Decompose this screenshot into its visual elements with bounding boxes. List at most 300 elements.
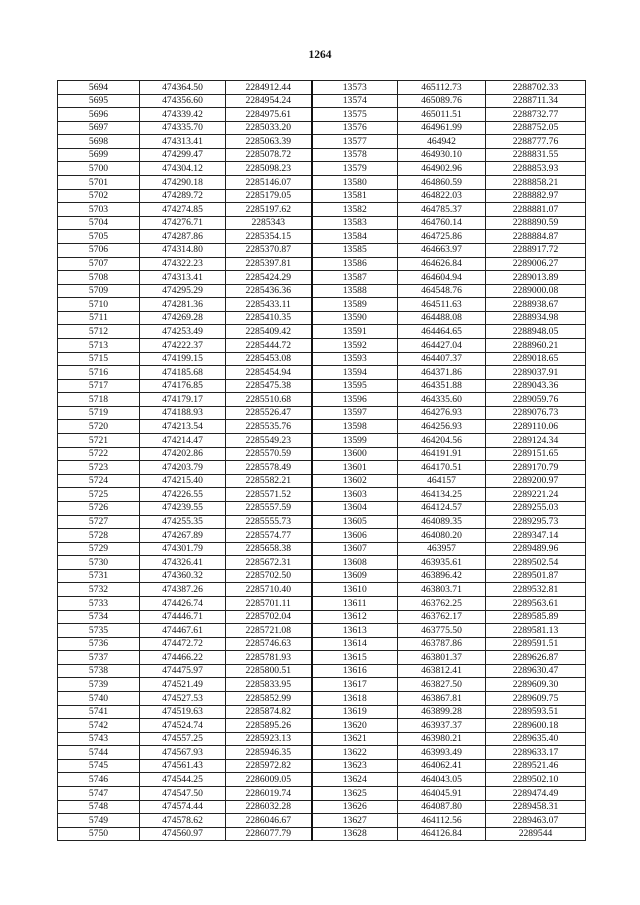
cell-y-coordinate-right: 2288702.33 xyxy=(486,81,586,95)
cell-point-id-right: 13580 xyxy=(312,176,398,190)
cell-point-id-right: 13586 xyxy=(312,257,398,271)
table-row xyxy=(58,298,586,312)
cell-point-id-left: 5736 xyxy=(58,637,140,651)
cell-point-id-right: 13618 xyxy=(312,692,398,706)
table-row xyxy=(58,108,586,122)
cell-x-coordinate-left: 474185.68 xyxy=(140,366,226,380)
cell-y-coordinate-left: 2286032.28 xyxy=(226,800,312,814)
cell-y-coordinate-right: 2288938.67 xyxy=(486,298,586,312)
cell-x-coordinate-right: 463935.61 xyxy=(398,556,486,570)
cell-y-coordinate-right: 2289458.31 xyxy=(486,800,586,814)
table-row xyxy=(58,447,586,461)
cell-y-coordinate-right: 2289059.76 xyxy=(486,393,586,407)
cell-point-id-right: 13601 xyxy=(312,461,398,475)
table-row xyxy=(58,434,586,448)
cell-point-id-right: 13616 xyxy=(312,664,398,678)
cell-point-id-left: 5729 xyxy=(58,542,140,556)
table-row xyxy=(58,664,586,678)
cell-y-coordinate-right: 2288853.93 xyxy=(486,162,586,176)
cell-x-coordinate-left: 474274.85 xyxy=(140,203,226,217)
cell-x-coordinate-right: 463775.50 xyxy=(398,624,486,638)
cell-x-coordinate-right: 463899.28 xyxy=(398,705,486,719)
cell-y-coordinate-left: 2285800.51 xyxy=(226,664,312,678)
cell-x-coordinate-right: 464080.20 xyxy=(398,529,486,543)
cell-y-coordinate-right: 2288711.34 xyxy=(486,94,586,108)
cell-x-coordinate-left: 474519.63 xyxy=(140,705,226,719)
cell-point-id-left: 5726 xyxy=(58,501,140,515)
cell-y-coordinate-right: 2289633.17 xyxy=(486,746,586,760)
cell-x-coordinate-left: 474301.79 xyxy=(140,542,226,556)
cell-x-coordinate-right: 464961.99 xyxy=(398,121,486,135)
cell-point-id-right: 13587 xyxy=(312,271,398,285)
cell-y-coordinate-left: 2285424.29 xyxy=(226,271,312,285)
cell-y-coordinate-right: 2289110.06 xyxy=(486,420,586,434)
cell-x-coordinate-right: 464256.93 xyxy=(398,420,486,434)
cell-point-id-left: 5705 xyxy=(58,230,140,244)
cell-x-coordinate-left: 474267.89 xyxy=(140,529,226,543)
cell-point-id-left: 5695 xyxy=(58,94,140,108)
cell-point-id-right: 13584 xyxy=(312,230,398,244)
table-row xyxy=(58,515,586,529)
cell-x-coordinate-right: 463957 xyxy=(398,542,486,556)
cell-x-coordinate-left: 474269.28 xyxy=(140,311,226,325)
cell-point-id-left: 5720 xyxy=(58,420,140,434)
cell-x-coordinate-left: 474299.47 xyxy=(140,148,226,162)
cell-y-coordinate-left: 2285946.35 xyxy=(226,746,312,760)
cell-x-coordinate-left: 474527.53 xyxy=(140,692,226,706)
cell-x-coordinate-left: 474176.85 xyxy=(140,379,226,393)
cell-point-id-right: 13590 xyxy=(312,311,398,325)
cell-y-coordinate-left: 2285582.21 xyxy=(226,474,312,488)
cell-x-coordinate-right: 463937.37 xyxy=(398,719,486,733)
cell-x-coordinate-right: 465089.76 xyxy=(398,94,486,108)
cell-y-coordinate-right: 2289347.14 xyxy=(486,529,586,543)
cell-y-coordinate-left: 2285179.05 xyxy=(226,189,312,203)
cell-x-coordinate-right: 463993.49 xyxy=(398,746,486,760)
cell-x-coordinate-left: 474544.25 xyxy=(140,773,226,787)
cell-point-id-left: 5698 xyxy=(58,135,140,149)
cell-y-coordinate-right: 2289581.13 xyxy=(486,624,586,638)
cell-x-coordinate-right: 464371.86 xyxy=(398,366,486,380)
cell-point-id-left: 5699 xyxy=(58,148,140,162)
cell-x-coordinate-right: 463803.71 xyxy=(398,583,486,597)
cell-y-coordinate-left: 2285874.82 xyxy=(226,705,312,719)
cell-point-id-left: 5708 xyxy=(58,271,140,285)
cell-y-coordinate-right: 2289124.34 xyxy=(486,434,586,448)
cell-y-coordinate-right: 2289463.07 xyxy=(486,814,586,828)
cell-y-coordinate-left: 2284975.61 xyxy=(226,108,312,122)
cell-x-coordinate-right: 464407.37 xyxy=(398,352,486,366)
cell-x-coordinate-right: 464043.05 xyxy=(398,773,486,787)
cell-x-coordinate-right: 464204.56 xyxy=(398,434,486,448)
cell-y-coordinate-left: 2286009.05 xyxy=(226,773,312,787)
cell-y-coordinate-left: 2285578.49 xyxy=(226,461,312,475)
cell-point-id-right: 13597 xyxy=(312,406,398,420)
cell-y-coordinate-left: 2285063.39 xyxy=(226,135,312,149)
cell-point-id-right: 13615 xyxy=(312,651,398,665)
cell-y-coordinate-left: 2285146.07 xyxy=(226,176,312,190)
cell-y-coordinate-left: 2285574.77 xyxy=(226,529,312,543)
cell-y-coordinate-left: 2285555.73 xyxy=(226,515,312,529)
cell-point-id-left: 5704 xyxy=(58,216,140,230)
table-row xyxy=(58,624,586,638)
cell-x-coordinate-right: 464170.51 xyxy=(398,461,486,475)
cell-y-coordinate-left: 2285721.08 xyxy=(226,624,312,638)
cell-point-id-right: 13611 xyxy=(312,596,398,610)
cell-x-coordinate-left: 474226.55 xyxy=(140,488,226,502)
cell-x-coordinate-right: 464760.14 xyxy=(398,216,486,230)
coordinates-table-body xyxy=(58,81,586,841)
cell-point-id-right: 13612 xyxy=(312,610,398,624)
cell-point-id-right: 13628 xyxy=(312,827,398,841)
cell-y-coordinate-left: 2285710.40 xyxy=(226,583,312,597)
cell-y-coordinate-left: 2285444.72 xyxy=(226,338,312,352)
cell-point-id-right: 13600 xyxy=(312,447,398,461)
cell-y-coordinate-right: 2289221.24 xyxy=(486,488,586,502)
cell-y-coordinate-right: 2288917.72 xyxy=(486,243,586,257)
cell-y-coordinate-left: 2285078.72 xyxy=(226,148,312,162)
table-row xyxy=(58,420,586,434)
cell-x-coordinate-right: 464930.10 xyxy=(398,148,486,162)
cell-x-coordinate-right: 464942 xyxy=(398,135,486,149)
cell-x-coordinate-left: 474276.71 xyxy=(140,216,226,230)
table-row xyxy=(58,827,586,841)
cell-y-coordinate-right: 2289532.81 xyxy=(486,583,586,597)
table-row xyxy=(58,461,586,475)
table-row xyxy=(58,705,586,719)
table-row xyxy=(58,135,586,149)
cell-point-id-right: 13578 xyxy=(312,148,398,162)
cell-point-id-left: 5744 xyxy=(58,746,140,760)
cell-y-coordinate-right: 2289609.30 xyxy=(486,678,586,692)
cell-x-coordinate-right: 463812.41 xyxy=(398,664,486,678)
cell-point-id-right: 13594 xyxy=(312,366,398,380)
cell-x-coordinate-right: 464860.59 xyxy=(398,176,486,190)
cell-point-id-left: 5709 xyxy=(58,284,140,298)
cell-point-id-left: 5694 xyxy=(58,81,140,95)
cell-y-coordinate-left: 2285370.87 xyxy=(226,243,312,257)
cell-x-coordinate-left: 474314.80 xyxy=(140,243,226,257)
cell-x-coordinate-left: 474253.49 xyxy=(140,325,226,339)
cell-x-coordinate-left: 474364.50 xyxy=(140,81,226,95)
cell-x-coordinate-left: 474199.15 xyxy=(140,352,226,366)
table-row xyxy=(58,583,586,597)
cell-point-id-right: 13624 xyxy=(312,773,398,787)
cell-point-id-right: 13602 xyxy=(312,474,398,488)
cell-y-coordinate-right: 2289474.49 xyxy=(486,787,586,801)
cell-x-coordinate-right: 464089.35 xyxy=(398,515,486,529)
cell-x-coordinate-left: 474557.25 xyxy=(140,732,226,746)
cell-y-coordinate-left: 2285672.31 xyxy=(226,556,312,570)
cell-point-id-right: 13575 xyxy=(312,108,398,122)
cell-y-coordinate-right: 2289544 xyxy=(486,827,586,841)
cell-x-coordinate-left: 474289.72 xyxy=(140,189,226,203)
table-row xyxy=(58,94,586,108)
cell-x-coordinate-right: 464725.86 xyxy=(398,230,486,244)
cell-x-coordinate-right: 463867.81 xyxy=(398,692,486,706)
cell-x-coordinate-right: 464464.65 xyxy=(398,325,486,339)
cell-point-id-right: 13608 xyxy=(312,556,398,570)
cell-x-coordinate-right: 463980.21 xyxy=(398,732,486,746)
table-row xyxy=(58,203,586,217)
cell-x-coordinate-right: 464112.56 xyxy=(398,814,486,828)
cell-point-id-left: 5728 xyxy=(58,529,140,543)
cell-point-id-left: 5742 xyxy=(58,719,140,733)
table-row xyxy=(58,366,586,380)
cell-x-coordinate-left: 474326.41 xyxy=(140,556,226,570)
cell-point-id-left: 5750 xyxy=(58,827,140,841)
cell-point-id-left: 5700 xyxy=(58,162,140,176)
table-row xyxy=(58,379,586,393)
cell-y-coordinate-left: 2285535.76 xyxy=(226,420,312,434)
cell-y-coordinate-left: 2285781.93 xyxy=(226,651,312,665)
cell-x-coordinate-right: 464822.03 xyxy=(398,189,486,203)
cell-x-coordinate-left: 474215.40 xyxy=(140,474,226,488)
cell-y-coordinate-left: 2285453.08 xyxy=(226,352,312,366)
cell-y-coordinate-right: 2288858.21 xyxy=(486,176,586,190)
cell-y-coordinate-right: 2288884.87 xyxy=(486,230,586,244)
cell-point-id-right: 13579 xyxy=(312,162,398,176)
cell-x-coordinate-left: 474426.74 xyxy=(140,596,226,610)
table-row xyxy=(58,162,586,176)
cell-point-id-left: 5706 xyxy=(58,243,140,257)
cell-x-coordinate-right: 464191.91 xyxy=(398,447,486,461)
table-row xyxy=(58,257,586,271)
cell-x-coordinate-left: 474281.36 xyxy=(140,298,226,312)
cell-point-id-left: 5746 xyxy=(58,773,140,787)
cell-y-coordinate-left: 2285852.99 xyxy=(226,692,312,706)
cell-point-id-left: 5741 xyxy=(58,705,140,719)
table-row xyxy=(58,406,586,420)
cell-point-id-left: 5711 xyxy=(58,311,140,325)
cell-y-coordinate-right: 2289502.10 xyxy=(486,773,586,787)
table-row xyxy=(58,488,586,502)
cell-x-coordinate-left: 474188.93 xyxy=(140,406,226,420)
table-row xyxy=(58,732,586,746)
cell-point-id-right: 13627 xyxy=(312,814,398,828)
table-row xyxy=(58,230,586,244)
table-row xyxy=(58,651,586,665)
table-row xyxy=(58,773,586,787)
cell-x-coordinate-right: 464785.37 xyxy=(398,203,486,217)
table-row xyxy=(58,692,586,706)
cell-x-coordinate-right: 463762.17 xyxy=(398,610,486,624)
cell-point-id-right: 13617 xyxy=(312,678,398,692)
cell-y-coordinate-left: 2285571.52 xyxy=(226,488,312,502)
cell-y-coordinate-left: 2285526.47 xyxy=(226,406,312,420)
cell-y-coordinate-right: 2289295.73 xyxy=(486,515,586,529)
cell-x-coordinate-left: 474335.70 xyxy=(140,121,226,135)
cell-x-coordinate-right: 464335.60 xyxy=(398,393,486,407)
cell-y-coordinate-right: 2288960.21 xyxy=(486,338,586,352)
cell-x-coordinate-right: 463827.50 xyxy=(398,678,486,692)
cell-x-coordinate-right: 464604.94 xyxy=(398,271,486,285)
cell-point-id-right: 13606 xyxy=(312,529,398,543)
cell-x-coordinate-right: 464548.76 xyxy=(398,284,486,298)
cell-y-coordinate-right: 2289626.87 xyxy=(486,651,586,665)
cell-x-coordinate-left: 474521.49 xyxy=(140,678,226,692)
cell-x-coordinate-right: 464157 xyxy=(398,474,486,488)
page-number: 1264 xyxy=(308,49,332,61)
cell-y-coordinate-left: 2285454.94 xyxy=(226,366,312,380)
table-row xyxy=(58,474,586,488)
cell-point-id-right: 13604 xyxy=(312,501,398,515)
cell-x-coordinate-left: 474179.17 xyxy=(140,393,226,407)
cell-point-id-right: 13577 xyxy=(312,135,398,149)
table-row xyxy=(58,338,586,352)
cell-y-coordinate-right: 2288732.77 xyxy=(486,108,586,122)
cell-x-coordinate-left: 474304.12 xyxy=(140,162,226,176)
table-row xyxy=(58,243,586,257)
cell-y-coordinate-left: 2285702.04 xyxy=(226,610,312,624)
cell-point-id-right: 13576 xyxy=(312,121,398,135)
cell-y-coordinate-left: 2285658.38 xyxy=(226,542,312,556)
cell-y-coordinate-left: 2285410.35 xyxy=(226,311,312,325)
cell-point-id-right: 13614 xyxy=(312,637,398,651)
cell-point-id-right: 13620 xyxy=(312,719,398,733)
cell-x-coordinate-left: 474547.50 xyxy=(140,787,226,801)
cell-x-coordinate-right: 464087.80 xyxy=(398,800,486,814)
cell-point-id-right: 13588 xyxy=(312,284,398,298)
cell-y-coordinate-right: 2289501.87 xyxy=(486,569,586,583)
cell-x-coordinate-right: 463762.25 xyxy=(398,596,486,610)
table-row xyxy=(58,271,586,285)
cell-point-id-left: 5727 xyxy=(58,515,140,529)
cell-x-coordinate-right: 464488.08 xyxy=(398,311,486,325)
table-row xyxy=(58,393,586,407)
cell-x-coordinate-left: 474475.97 xyxy=(140,664,226,678)
cell-point-id-left: 5716 xyxy=(58,366,140,380)
cell-y-coordinate-right: 2289000.08 xyxy=(486,284,586,298)
table-row xyxy=(58,556,586,570)
cell-point-id-left: 5702 xyxy=(58,189,140,203)
cell-y-coordinate-left: 2285397.81 xyxy=(226,257,312,271)
cell-point-id-left: 5721 xyxy=(58,434,140,448)
cell-x-coordinate-left: 474574.44 xyxy=(140,800,226,814)
cell-y-coordinate-right: 2289521.46 xyxy=(486,759,586,773)
cell-x-coordinate-right: 464427.04 xyxy=(398,338,486,352)
cell-point-id-right: 13622 xyxy=(312,746,398,760)
cell-point-id-right: 13623 xyxy=(312,759,398,773)
cell-y-coordinate-right: 2288831.55 xyxy=(486,148,586,162)
table-row xyxy=(58,569,586,583)
cell-point-id-left: 5703 xyxy=(58,203,140,217)
table-row xyxy=(58,325,586,339)
cell-point-id-right: 13598 xyxy=(312,420,398,434)
cell-x-coordinate-left: 474360.32 xyxy=(140,569,226,583)
cell-x-coordinate-left: 474339.42 xyxy=(140,108,226,122)
cell-point-id-right: 13613 xyxy=(312,624,398,638)
table-row xyxy=(58,678,586,692)
cell-point-id-right: 13609 xyxy=(312,569,398,583)
cell-x-coordinate-right: 464124.57 xyxy=(398,501,486,515)
cell-y-coordinate-left: 2285549.23 xyxy=(226,434,312,448)
cell-x-coordinate-right: 464126.84 xyxy=(398,827,486,841)
cell-y-coordinate-left: 2286077.79 xyxy=(226,827,312,841)
cell-y-coordinate-right: 2289609.75 xyxy=(486,692,586,706)
cell-point-id-right: 13619 xyxy=(312,705,398,719)
cell-point-id-left: 5710 xyxy=(58,298,140,312)
cell-y-coordinate-left: 2285923.13 xyxy=(226,732,312,746)
table-row xyxy=(58,148,586,162)
cell-y-coordinate-right: 2289489.96 xyxy=(486,542,586,556)
cell-y-coordinate-right: 2289591.51 xyxy=(486,637,586,651)
cell-y-coordinate-left: 2285354.15 xyxy=(226,230,312,244)
cell-point-id-left: 5735 xyxy=(58,624,140,638)
cell-point-id-left: 5707 xyxy=(58,257,140,271)
cell-x-coordinate-left: 474202.86 xyxy=(140,447,226,461)
cell-point-id-right: 13582 xyxy=(312,203,398,217)
cell-point-id-left: 5715 xyxy=(58,352,140,366)
cell-x-coordinate-left: 474203.79 xyxy=(140,461,226,475)
table-row xyxy=(58,501,586,515)
cell-point-id-right: 13595 xyxy=(312,379,398,393)
cell-y-coordinate-left: 2286046.67 xyxy=(226,814,312,828)
cell-x-coordinate-left: 474313.41 xyxy=(140,135,226,149)
cell-y-coordinate-right: 2289502.54 xyxy=(486,556,586,570)
cell-x-coordinate-left: 474561.43 xyxy=(140,759,226,773)
cell-y-coordinate-right: 2289585.89 xyxy=(486,610,586,624)
cell-y-coordinate-right: 2289563.61 xyxy=(486,596,586,610)
cell-x-coordinate-left: 474322.23 xyxy=(140,257,226,271)
cell-point-id-right: 13605 xyxy=(312,515,398,529)
table-row xyxy=(58,529,586,543)
cell-point-id-left: 5730 xyxy=(58,556,140,570)
cell-y-coordinate-right: 2288752.05 xyxy=(486,121,586,135)
cell-x-coordinate-left: 474446.71 xyxy=(140,610,226,624)
cell-y-coordinate-right: 2289200.97 xyxy=(486,474,586,488)
cell-y-coordinate-right: 2289013.89 xyxy=(486,271,586,285)
table-row xyxy=(58,814,586,828)
cell-point-id-left: 5732 xyxy=(58,583,140,597)
cell-y-coordinate-left: 2285033.20 xyxy=(226,121,312,135)
cell-point-id-right: 13589 xyxy=(312,298,398,312)
cell-y-coordinate-left: 2285701.11 xyxy=(226,596,312,610)
table-row xyxy=(58,176,586,190)
cell-y-coordinate-left: 2285436.36 xyxy=(226,284,312,298)
cell-point-id-right: 13593 xyxy=(312,352,398,366)
cell-x-coordinate-left: 474214.47 xyxy=(140,434,226,448)
table-row xyxy=(58,284,586,298)
cell-x-coordinate-right: 464511.63 xyxy=(398,298,486,312)
cell-x-coordinate-left: 474560.97 xyxy=(140,827,226,841)
cell-point-id-left: 5749 xyxy=(58,814,140,828)
cell-x-coordinate-left: 474472.72 xyxy=(140,637,226,651)
cell-point-id-right: 13626 xyxy=(312,800,398,814)
cell-point-id-right: 13585 xyxy=(312,243,398,257)
cell-point-id-right: 13574 xyxy=(312,94,398,108)
cell-y-coordinate-left: 2285433.11 xyxy=(226,298,312,312)
cell-point-id-left: 5739 xyxy=(58,678,140,692)
table-row xyxy=(58,352,586,366)
cell-point-id-right: 13581 xyxy=(312,189,398,203)
cell-point-id-left: 5722 xyxy=(58,447,140,461)
coordinates-table xyxy=(57,80,586,841)
cell-point-id-left: 5724 xyxy=(58,474,140,488)
cell-x-coordinate-left: 474287.86 xyxy=(140,230,226,244)
cell-point-id-right: 13603 xyxy=(312,488,398,502)
cell-x-coordinate-right: 464351.88 xyxy=(398,379,486,393)
cell-point-id-right: 13625 xyxy=(312,787,398,801)
cell-y-coordinate-right: 2289170.79 xyxy=(486,461,586,475)
cell-x-coordinate-left: 474222.37 xyxy=(140,338,226,352)
table-row xyxy=(58,596,586,610)
cell-point-id-right: 13573 xyxy=(312,81,398,95)
table-row xyxy=(58,637,586,651)
cell-y-coordinate-right: 2288948.05 xyxy=(486,325,586,339)
cell-y-coordinate-left: 2285197.62 xyxy=(226,203,312,217)
cell-x-coordinate-right: 463787.86 xyxy=(398,637,486,651)
